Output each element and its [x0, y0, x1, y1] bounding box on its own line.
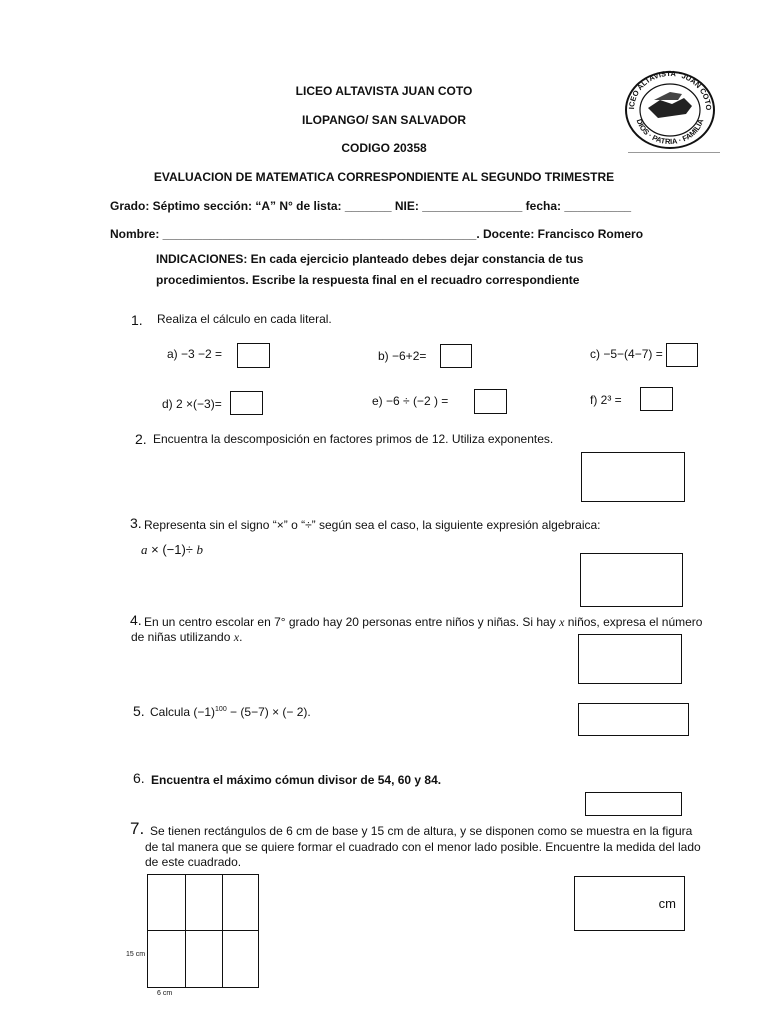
- q7-line-3: de este cuadrado.: [145, 855, 242, 869]
- svg-text:LICEO ALTAVISTA "JUAN COTO": ICEO ALTAVISTA "JUAN COTO: [626, 70, 714, 111]
- q7-line-2: de tal manera que se quiere formar el cuadrado con el menor lado posible. Encuentre la medida del lado: [145, 840, 701, 854]
- figure-vline-1: [185, 875, 186, 987]
- instructions-line-1: [156, 252, 583, 266]
- q5-prompt: [150, 705, 311, 719]
- q4-number: 4.: [130, 612, 142, 628]
- seal-underline: [628, 152, 720, 153]
- school-seal: [620, 70, 720, 150]
- rectangles-figure: [147, 874, 259, 988]
- figure-hline: [148, 930, 258, 931]
- q6-number: 6.: [133, 770, 145, 786]
- q1-number: 1.: [131, 312, 143, 328]
- q1a-answer-box[interactable]: [237, 343, 270, 368]
- q2-prompt: Encuentra la descomposición en factores primos de 12. Utiliza exponentes.: [153, 432, 554, 446]
- q1b-label: b) −6+2=: [378, 349, 427, 363]
- q1-prompt: Realiza el cálculo en cada literal.: [157, 312, 332, 326]
- q7-answer-box[interactable]: [574, 876, 685, 931]
- school-location: ILOPANGO/ SAN SALVADOR: [301, 113, 466, 127]
- instructions-label: INDICACIONES:: [156, 252, 248, 266]
- q1e-answer-box[interactable]: [474, 389, 507, 414]
- q5-prompt-b: − (5−7) × (− 2).: [226, 705, 311, 719]
- q4-prompt-2a: de niñas utilizando: [131, 630, 234, 644]
- q6-prompt: Encuentra el máximo cómun divisor de 54, 60 y 84.: [151, 773, 442, 787]
- q5-prompt-a: Calcula (−1): [150, 705, 216, 719]
- exam-title: EVALUACION DE MATEMATICA CORRESPONDIENTE AL SEGUNDO TRIMESTRE: [153, 170, 615, 184]
- q2-answer-box[interactable]: [581, 452, 685, 502]
- q5-answer-box[interactable]: [578, 703, 689, 736]
- q3-answer-box[interactable]: [580, 553, 683, 607]
- instructions-line-2: procedimientos. Escribe la respuesta final en el recuadro correspondiente: [156, 273, 580, 287]
- q5-number: 5.: [133, 703, 145, 719]
- q3-operators: × (−1)÷: [147, 542, 197, 557]
- q4-prompt-2b: .: [239, 630, 243, 644]
- q3-var-a: a: [141, 542, 148, 557]
- q3-var-b: b: [196, 542, 204, 557]
- q4-line-2: [131, 630, 242, 645]
- q4-prompt-1b: niños, expresa el número: [564, 615, 703, 629]
- q3-number: 3.: [130, 515, 142, 531]
- instructions-text-1: En cada ejercicio planteado debes dejar constancia de tus: [247, 252, 584, 266]
- q7-number: 7.: [130, 819, 145, 838]
- q4-prompt-1a: En un centro escolar en 7° grado hay 20 personas entre niños y niñas. Si hay: [144, 615, 560, 629]
- seal-graphic: [620, 70, 720, 150]
- q1a-label: a) −3 −2 =: [167, 347, 223, 361]
- q4-line-1: [144, 615, 702, 630]
- q1d-answer-box[interactable]: [230, 391, 263, 415]
- q1c-answer-box[interactable]: [666, 343, 698, 367]
- q7-answer-unit: cm: [658, 896, 676, 911]
- q1f-label: f) 2³ =: [590, 393, 622, 407]
- school-code: CODIGO 20358: [341, 141, 427, 155]
- figure-vline-2: [222, 875, 223, 987]
- figure-height-label: 15 cm: [126, 951, 146, 958]
- q5-exponent: 100: [215, 706, 227, 713]
- q4-var-x: x: [559, 615, 565, 629]
- q1d-label: d) 2 ×(−3)=: [162, 397, 222, 411]
- school-name: LICEO ALTAVISTA JUAN COTO: [295, 84, 473, 98]
- q1e-label: e) −6 ÷ (−2 ) =: [372, 394, 449, 408]
- q4-var-x-2: x: [233, 630, 240, 644]
- q3-prompt: Representa sin el signo “×” o “÷” según sea el caso, la siguiente expresión algebraica:: [144, 518, 601, 532]
- figure-base-label: 6 cm: [157, 990, 173, 997]
- q1b-answer-box[interactable]: [440, 344, 472, 368]
- name-line: Nombre: _______________________________________________. Docente: Francisco Romero: [110, 227, 644, 241]
- grade-line: Grado: Séptimo sección: “A” N° de lista: _______ NIE: _______________ fecha: __________: [110, 199, 632, 213]
- q7-line-1: Se tienen rectángulos de 6 cm de base y 15 cm de altura, y se disponen como se muestra en la figura: [150, 824, 693, 838]
- q1c-label: c) −5−(4−7) =: [590, 347, 663, 361]
- q2-number: 2.: [135, 431, 147, 447]
- q6-answer-box[interactable]: [585, 792, 682, 816]
- svg-text:DIOS · PATRIA · FAMILIA: DIOS · PATRIA · FAMILIA: [634, 117, 706, 147]
- q4-answer-box[interactable]: [578, 634, 682, 684]
- q1f-answer-box[interactable]: [640, 387, 673, 411]
- q3-expression: [141, 542, 203, 558]
